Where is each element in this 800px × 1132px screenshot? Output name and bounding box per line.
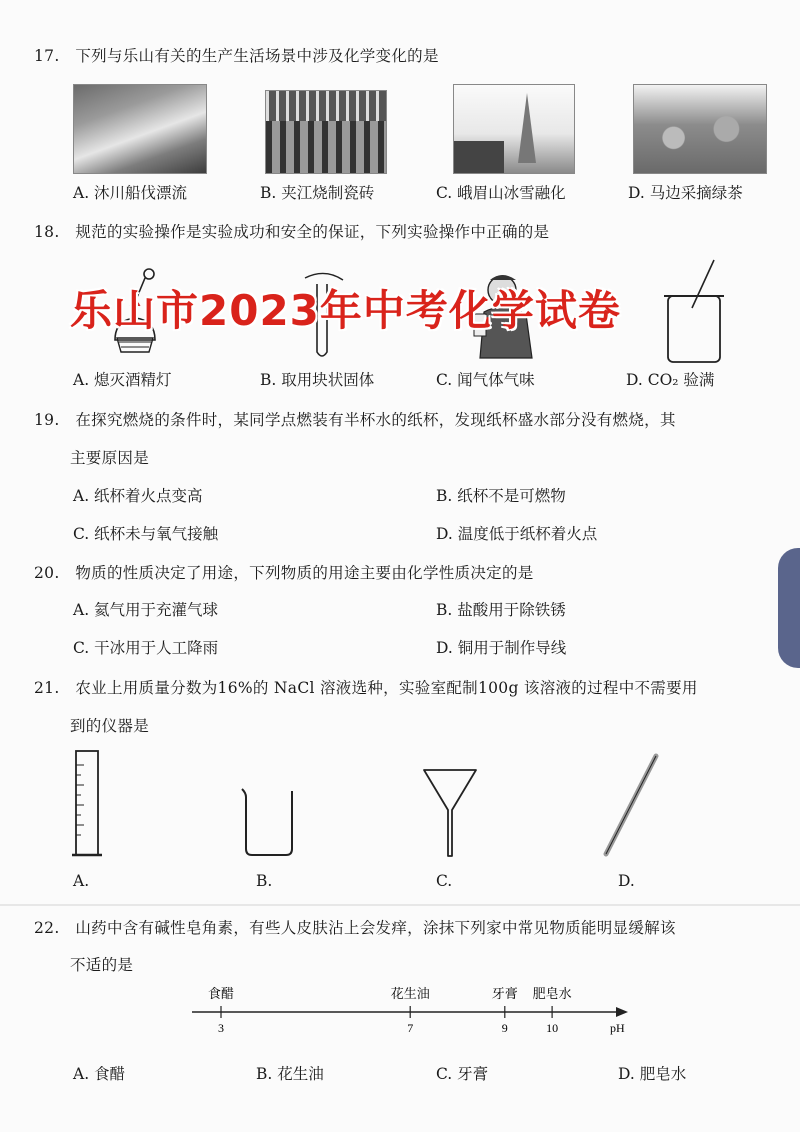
question-17-stem: 17. 下列与乐山有关的生产生活场景中涉及化学变化的是	[34, 47, 439, 65]
q19-option-b[interactable]: B. 纸杯不是可燃物	[436, 487, 566, 505]
ph-axis-arrow	[616, 1007, 628, 1017]
ph-substance-label-1: 花生油	[390, 987, 430, 1002]
q20-option-d[interactable]: D. 铜用于制作导线	[436, 639, 567, 657]
q18-option-a[interactable]: A. 熄灭酒精灯	[73, 371, 172, 389]
q22-option-b[interactable]: B. 花生油	[256, 1065, 324, 1083]
question-21-stem-line1: 21. 农业上用质量分数为16%的 NaCl 溶液选种，实验室配制100g 该溶液的过程中不需要用	[34, 679, 698, 697]
q19-option-c[interactable]: C. 纸杯未与氧气接触	[73, 525, 219, 543]
q21-option-a[interactable]: A.	[73, 872, 90, 890]
ph-scale	[186, 984, 646, 1038]
q20-option-b[interactable]: B. 盐酸用于除铁锈	[436, 601, 566, 619]
exam-title-banner: 乐山市2023年中考化学试卷	[70, 286, 621, 335]
graduated-cylinder-icon	[68, 745, 108, 865]
ph-tick-label-7: 7	[407, 1021, 414, 1035]
q19-option-d[interactable]: D. 温度低于纸杯着火点	[436, 525, 598, 543]
photo-river-rafting	[73, 84, 207, 174]
gas-bottle-icon	[662, 256, 732, 366]
ph-tick-label-9: 9	[501, 1021, 508, 1035]
question-19-stem-line2: 主要原因是	[70, 449, 150, 467]
q17-option-c[interactable]: C. 峨眉山冰雪融化	[436, 184, 566, 202]
glass-rod-icon	[598, 750, 668, 862]
q18-option-c[interactable]: C. 闻气体气味	[436, 371, 535, 389]
funnel-icon	[420, 764, 480, 860]
ph-tick-label-3: 3	[218, 1021, 224, 1035]
photo-tile-factory	[265, 90, 387, 174]
q20-option-a[interactable]: A. 氦气用于充灌气球	[73, 601, 219, 619]
ph-substance-label-2: 牙膏	[491, 987, 518, 1002]
question-22-stem-line1: 22. 山药中含有碱性皂角素，有些人皮肤沾上会发痒，涂抹下列家中常见物质能明显缓解该	[34, 919, 676, 937]
q22-option-c[interactable]: C. 牙膏	[436, 1065, 489, 1083]
q21-option-b[interactable]: B.	[256, 872, 273, 890]
ph-substance-label-0: 食醋	[207, 987, 235, 1002]
ph-unit-label: pH	[610, 1021, 625, 1035]
side-panel-handle[interactable]	[778, 548, 800, 668]
q21-option-c[interactable]: C.	[436, 872, 453, 890]
q22-option-a[interactable]: A. 食醋	[73, 1065, 126, 1083]
q20-option-c[interactable]: C. 干冰用于人工降雨	[73, 639, 219, 657]
photo-snowy-temple	[453, 84, 575, 174]
beaker-icon	[238, 785, 298, 860]
question-20-stem: 20. 物质的性质决定了用途，下列物质的用途主要由化学性质决定的是	[34, 564, 534, 582]
q17-option-d[interactable]: D. 马边采摘绿茶	[628, 184, 743, 202]
q18-option-d[interactable]: D. CO₂ 验满	[626, 371, 715, 389]
q22-option-d[interactable]: D. 肥皂水	[618, 1065, 687, 1083]
q17-option-a[interactable]: A. 沐川船伐漂流	[73, 184, 188, 202]
q18-option-b[interactable]: B. 取用块状固体	[260, 371, 375, 389]
question-18-stem: 18. 规范的实验操作是实验成功和安全的保证，下列实验操作中正确的是	[34, 223, 550, 241]
photo-tea-field	[633, 84, 767, 174]
q17-option-b[interactable]: B. 夹江烧制瓷砖	[260, 184, 375, 202]
q19-option-a[interactable]: A. 纸杯着火点变高	[73, 487, 203, 505]
question-22-stem-line2: 不适的是	[70, 956, 134, 974]
q21-option-d[interactable]: D.	[618, 872, 635, 890]
question-21-stem-line2: 到的仪器是	[70, 717, 150, 735]
page-divider	[0, 904, 800, 906]
ph-substance-label-3: 肥皂水	[532, 987, 572, 1002]
ph-tick-label-10: 10	[546, 1021, 559, 1035]
question-19-stem-line1: 19. 在探究燃烧的条件时，某同学点燃装有半杯水的纸杯，发现纸杯盛水部分没有燃烧，其	[34, 411, 676, 429]
